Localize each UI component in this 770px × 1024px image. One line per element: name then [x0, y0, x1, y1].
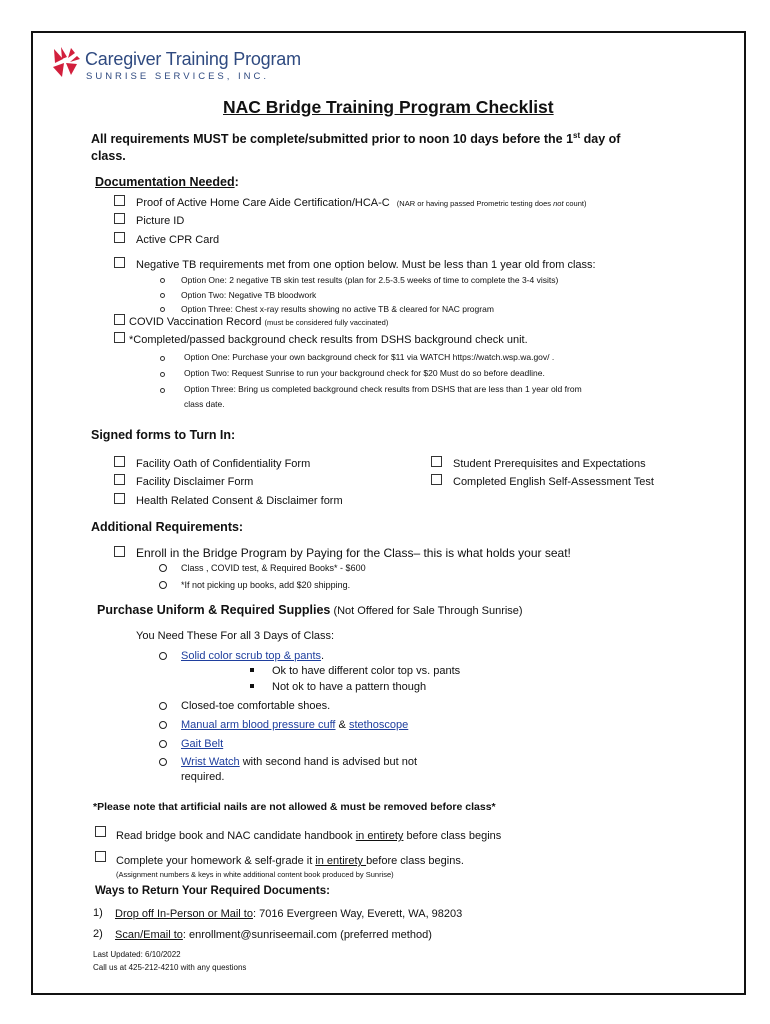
gait-belt-link[interactable]: Gait Belt: [181, 738, 224, 750]
tb-option-3: Option Three: Chest x-ray results showing no active TB & cleared for NAC program: [181, 304, 494, 314]
checkbox-icon[interactable]: [114, 257, 125, 268]
signed-right-1: Student Prerequisites and Expectations: [453, 458, 646, 470]
circle-bullet-icon: [159, 702, 167, 710]
stethoscope-link[interactable]: stethoscope: [348, 719, 409, 731]
circle-bullet-icon: [160, 372, 165, 377]
uniform-gait: [181, 737, 223, 751]
return-rest-1: : 7016 Evergreen Way, Everett, WA, 98203: [252, 908, 463, 920]
circle-bullet-icon: [159, 758, 167, 766]
return-rest-2: : enrollment@sunriseemail.com (preferred method): [182, 929, 432, 941]
checkbox-icon[interactable]: [114, 213, 125, 224]
intro-text: All requirements MUST be complete/submitted prior to noon 10 days before the 1: [91, 132, 574, 147]
homework-note: (Assignment numbers & keys in white additional content book produced by Sunrise): [116, 870, 394, 879]
homework-a: Complete your homework & self-grade it: [116, 855, 316, 867]
intro-line-1: [91, 126, 620, 149]
note-a: (NAR or having passed Prometric testing does: [396, 199, 554, 208]
bg-option-3-cont: class date.: [184, 399, 225, 409]
uniform-heading-note: (Not Offered for Sale Through Sunrise): [330, 605, 523, 617]
intro-sup: st: [573, 131, 581, 140]
read-book: [116, 829, 501, 843]
doc-item-cpr: Active CPR Card: [136, 234, 220, 246]
checkbox-icon[interactable]: [114, 332, 125, 343]
intro-text-end: day of: [580, 132, 621, 147]
uniform-intro: You Need These For all 3 Days of Class:: [136, 630, 335, 642]
return-link-2[interactable]: Scan/Email to: [115, 929, 183, 941]
enroll-sub-1: Class , COVID test, & Required Books* - $600: [181, 563, 366, 573]
logo-title: Caregiver Training Program: [85, 49, 301, 69]
uniform-heading-text: Purchase Uniform & Required Supplies: [97, 603, 331, 617]
footer-call: Call us at 425-212-4210 with any questions: [93, 963, 247, 972]
homework-b: in entirety: [315, 855, 367, 867]
checkbox-icon[interactable]: [114, 474, 125, 485]
cuff-amp: &: [335, 719, 349, 731]
footer-updated: Last Updated: 6/10/2022: [93, 950, 181, 959]
sunrise-logo-icon: [51, 45, 81, 79]
doc-item-id: Picture ID: [136, 215, 185, 227]
documentation-colon: :: [234, 175, 239, 189]
scrub-link[interactable]: Solid color scrub top & pants: [181, 650, 322, 662]
doc-item-hca-label: Proof of Active Home Care Aide Certification/HCA-C: [136, 197, 390, 209]
uniform-watch: [181, 755, 417, 769]
covid-note: (must be considered fully vaccinated): [264, 318, 389, 327]
checkbox-icon[interactable]: [114, 456, 125, 467]
additional-heading: Additional Requirements:: [91, 520, 244, 534]
circle-bullet-icon: [160, 388, 165, 393]
signed-left-2: Facility Disclaimer Form: [136, 476, 254, 488]
read-book-a: Read bridge book and NAC candidate handbook: [116, 830, 356, 842]
enroll-sub-2: *If not picking up books, add $20 shipping.: [181, 580, 351, 590]
return-item-2: [115, 928, 432, 942]
circle-bullet-icon: [160, 307, 165, 312]
uniform-cuff: [181, 718, 408, 732]
covid-label: COVID Vaccination Record: [129, 316, 265, 328]
signed-heading: Signed forms to Turn In:: [91, 428, 236, 442]
circle-bullet-icon: [160, 293, 165, 298]
square-bullet-icon: [250, 684, 254, 688]
return-num-2: 2): [93, 928, 103, 940]
scrub-sub-2: Not ok to have a pattern though: [272, 681, 427, 693]
circle-bullet-icon: [160, 278, 165, 283]
note-b: not: [553, 199, 564, 208]
circle-bullet-icon: [159, 721, 167, 729]
uniform-scrub: [181, 649, 324, 663]
read-book-c: before class begins: [403, 830, 502, 842]
circle-bullet-icon: [159, 581, 167, 589]
tb-option-2: Option Two: Negative TB bloodwork: [181, 290, 317, 300]
signed-left-1: Facility Oath of Confidentiality Form: [136, 458, 311, 470]
wrist-watch-link[interactable]: Wrist Watch: [181, 756, 240, 768]
cuff-link[interactable]: Manual arm blood pressure cuff: [181, 719, 336, 731]
circle-bullet-icon: [159, 564, 167, 572]
checkbox-icon[interactable]: [114, 546, 125, 557]
scrub-sub-1: Ok to have different color top vs. pants: [272, 665, 461, 677]
doc-item-tb: Negative TB requirements met from one option below. Must be less than 1 year old from class:: [136, 259, 596, 271]
documentation-heading: [95, 175, 239, 189]
bg-option-2: Option Two: Request Sunrise to run your background check for $20 Must do so before deadline.: [184, 368, 545, 378]
checkbox-icon[interactable]: [114, 493, 125, 504]
homework: [116, 854, 464, 868]
square-bullet-icon: [250, 668, 254, 672]
doc-item-covid: [129, 315, 388, 330]
circle-bullet-icon: [159, 652, 167, 660]
signed-left-3: Health Related Consent & Disclaimer form: [136, 495, 343, 507]
watch-rest: with second hand is advised but not: [239, 756, 418, 768]
note-c: count): [563, 199, 587, 208]
uniform-heading: [97, 603, 523, 618]
documentation-heading-text: Documentation Needed: [95, 175, 235, 189]
checkbox-icon[interactable]: [114, 195, 125, 206]
nails-note: *Please note that artificial nails are not allowed & must be removed before class*: [93, 801, 496, 813]
tb-option-1: Option One: 2 negative TB skin test results (plan for 2.5-3.5 weeks of time to complete the 3-4 visits): [181, 275, 559, 285]
logo-subtitle: SUNRISE SERVICES, INC.: [86, 71, 270, 82]
page-title: NAC Bridge Training Program Checklist: [223, 97, 554, 117]
checkbox-icon[interactable]: [431, 456, 442, 467]
doc-item-background: *Completed/passed background check results from DSHS background check unit.: [129, 334, 528, 346]
uniform-shoes: Closed-toe comfortable shoes.: [181, 700, 331, 712]
circle-bullet-icon: [159, 740, 167, 748]
checkbox-icon[interactable]: [431, 474, 442, 485]
checkbox-icon[interactable]: [95, 826, 106, 837]
read-book-b: in entirety: [355, 830, 404, 842]
checkbox-icon[interactable]: [114, 232, 125, 243]
intro-line-2: class.: [91, 149, 126, 163]
uniform-watch-line2: required.: [181, 771, 225, 783]
circle-bullet-icon: [160, 356, 165, 361]
return-item-1: [115, 907, 462, 921]
homework-c: before class begins.: [366, 855, 464, 867]
return-heading: Ways to Return Your Required Documents:: [95, 885, 330, 897]
signed-right-2: Completed English Self-Assessment Test: [453, 476, 654, 488]
return-num-1: 1): [93, 907, 103, 919]
bg-option-1: Option One: Purchase your own background check for $11 via WATCH https://watch.wsp.wa.gov/ .: [184, 352, 555, 362]
checkbox-icon[interactable]: [114, 314, 125, 325]
doc-item-hca-note: [397, 199, 587, 208]
scrub-end: .: [321, 650, 325, 662]
return-link-1[interactable]: Drop off In-Person or Mail to: [115, 908, 253, 920]
enroll-text: Enroll in the Bridge Program by Paying for the Class– this is what holds your seat!: [136, 546, 571, 560]
doc-item-hca: [136, 196, 586, 211]
checkbox-icon[interactable]: [95, 851, 106, 862]
bg-option-3: Option Three: Bring us completed background check results from DSHS that are less than 1 year old from: [184, 384, 582, 394]
